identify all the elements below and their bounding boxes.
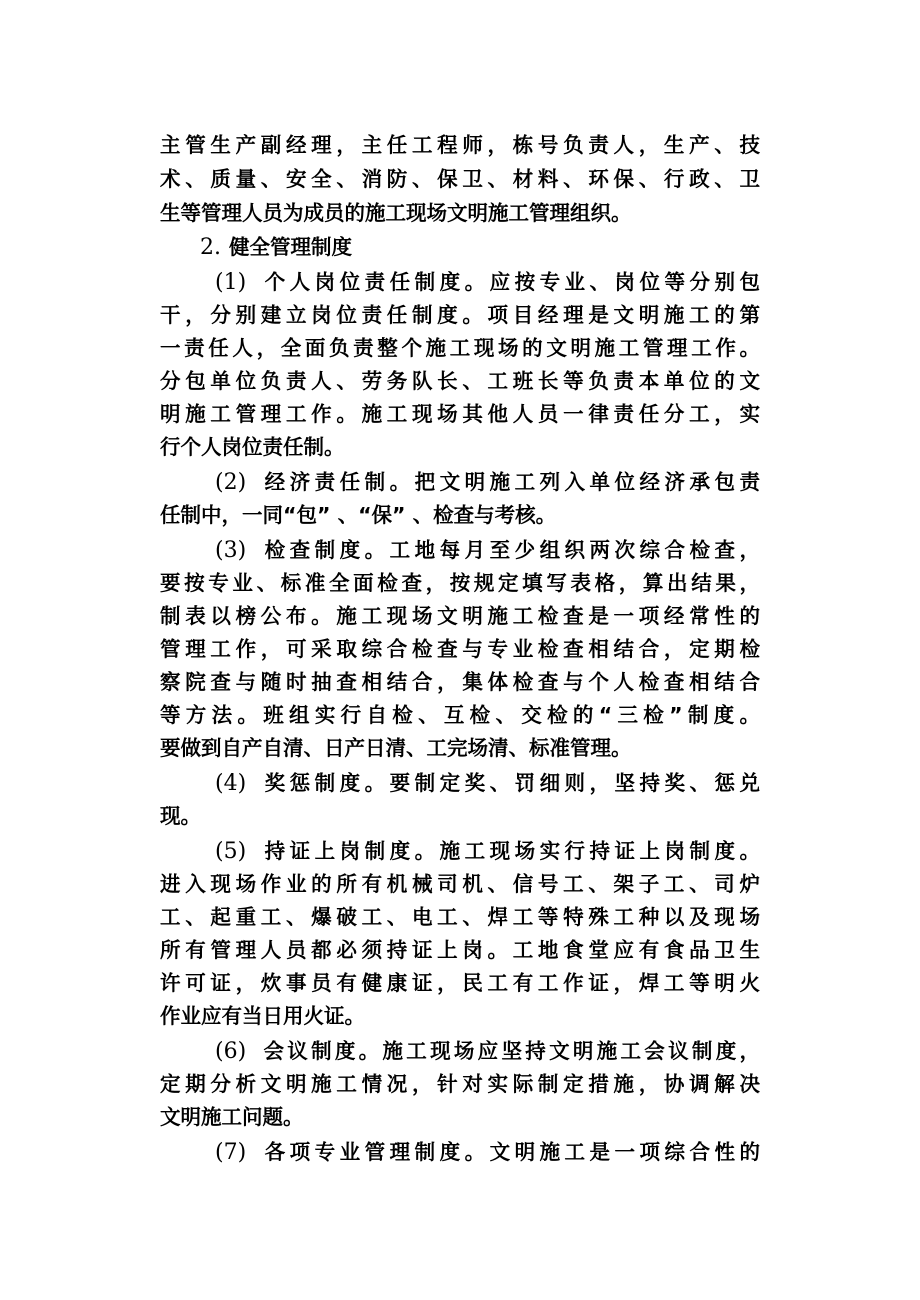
paragraph-first-line xyxy=(215,1135,760,1169)
item-number: (6) xyxy=(215,1039,247,1064)
item-number: (7) xyxy=(215,1140,247,1165)
text-line: 生等管理人员为成员的施工现场文明施工管理组织。 xyxy=(160,201,632,225)
text-line: 分包单位负责人、劳务队长、工班长等负责本单位的文 xyxy=(160,369,760,393)
item-number: (5) xyxy=(215,839,247,864)
text-line: 干，分别建立岗位责任制度。项目经理是文明施工的第 xyxy=(160,303,760,327)
text-line: 要按专业、标准全面检查，按规定填写表格，算出结果， xyxy=(160,571,760,595)
paragraph-first-line xyxy=(215,465,760,499)
item-number: (4) xyxy=(215,771,247,796)
text-span: 奖惩制度。要制定奖、罚细则，坚持奖、惩兑 xyxy=(260,771,760,795)
text-span: 个人岗位责任制度。应按专业、岗位等分别包 xyxy=(260,270,760,294)
text-line: 术、质量、安全、消防、保卫、材料、环保、行政、卫 xyxy=(160,167,760,191)
section-number: 2. xyxy=(200,235,221,260)
paragraph-first-line xyxy=(215,766,760,800)
text-span: 会议制度。施工现场应坚持文明施工会议制度， xyxy=(260,1039,760,1063)
text-span: 检查制度。工地每月至少组织两次综合检查， xyxy=(260,538,760,562)
text-line: 行个人岗位责任制。 xyxy=(160,435,345,459)
item-number: (1) xyxy=(215,270,247,295)
text-line: 现。 xyxy=(160,804,201,828)
paragraph-first-line xyxy=(215,533,760,567)
item-number: (3) xyxy=(215,538,247,563)
section-heading xyxy=(200,230,760,264)
text-line: 察院查与随时抽查相结合，集体检查与个人检查相结合 xyxy=(160,670,760,694)
text-line: 要做到自产自清、日产日清、工完场清、标准管理。 xyxy=(160,736,632,760)
paragraph-first-line xyxy=(215,1034,760,1068)
paragraph-first-line xyxy=(215,834,760,868)
text-span: 经济责任制。把文明施工列入单位经济承包责 xyxy=(260,470,760,494)
text-span: 各项专业管理制度。文明施工是一项综合性的 xyxy=(260,1140,760,1164)
text-line: 明施工管理工作。施工现场其他人员一律责任分工，实 xyxy=(160,402,760,426)
text-line: 制表以榜公布。施工现场文明施工检查是一项经常性的 xyxy=(160,604,760,628)
text-line: 许可证，炊事员有健康证，民工有工作证，焊工等明火 xyxy=(160,971,760,995)
text-line: 工、起重工、爆破工、电工、焊工等特殊工种以及现场 xyxy=(160,905,760,929)
text-line: 主管生产副经理，主任工程师，栋号负责人，生产、技 xyxy=(160,133,760,157)
text-line: 任制中，一同“包” 、“保” 、检查与考核。 xyxy=(160,503,557,527)
text-line: 等方法。班组实行自检、互检、交检的“三检”制度。 xyxy=(160,703,760,727)
text-span: 持证上岗制度。施工现场实行持证上岗制度。 xyxy=(260,839,760,863)
section-title: 健全管理制度 xyxy=(229,235,352,259)
text-line: 一责任人，全面负责整个施工现场的文明施工管理工作。 xyxy=(160,336,760,360)
text-line: 文明施工问题。 xyxy=(160,1105,304,1129)
text-line: 管理工作，可采取综合检查与专业检查相结合，定期检 xyxy=(160,637,760,661)
text-line: 作业应有当日用火证。 xyxy=(160,1004,365,1028)
text-line: 进入现场作业的所有机械司机、信号工、架子工、司炉 xyxy=(160,872,760,896)
item-number: (2) xyxy=(215,470,247,495)
text-line: 定期分析文明施工情况，针对实际制定措施，协调解决 xyxy=(160,1072,760,1096)
paragraph-first-line xyxy=(215,265,760,299)
text-line: 所有管理人员都必须持证上岗。工地食堂应有食品卫生 xyxy=(160,938,760,962)
